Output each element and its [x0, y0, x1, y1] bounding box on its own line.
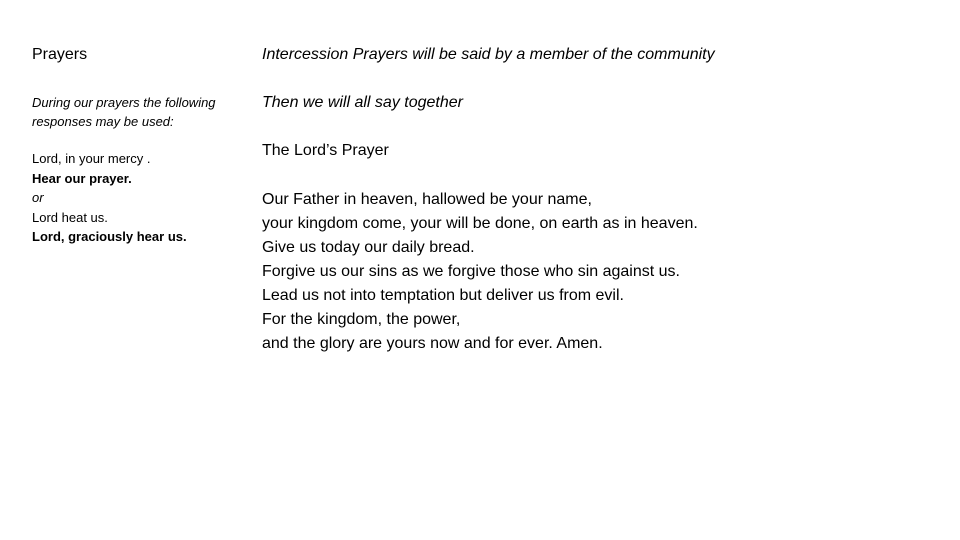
prayer-line: your kingdom come, your will be done, on earth as in heaven. — [262, 215, 698, 232]
prayer-title: The Lord’s Prayer — [262, 142, 389, 159]
prayer-line: For the kingdom, the power, — [262, 311, 461, 328]
prayers-heading: Prayers — [32, 46, 88, 63]
response-line: Lord heat us. — [32, 209, 108, 225]
prayer-line: Lead us not into temptation but deliver us from evil. — [262, 287, 624, 304]
left-column — [32, 44, 232, 247]
together-note: Then we will all say together — [262, 94, 463, 111]
prayer-line: and the glory are yours now and for ever. Amen. — [262, 335, 603, 352]
right-column — [262, 44, 942, 356]
responses-list — [32, 149, 232, 247]
response-line: Lord, graciously hear us. — [32, 229, 187, 244]
responses-intro: During our prayers the following responses may be used: — [32, 95, 216, 129]
response-line: Hear our prayer. — [32, 170, 132, 186]
prayer-line: Give us today our daily bread. — [262, 239, 475, 256]
prayer-line: Our Father in heaven, hallowed be your name, — [262, 191, 592, 208]
intercession-note: Intercession Prayers will be said by a member of the community — [262, 46, 715, 63]
response-line: or — [32, 190, 44, 205]
response-line: Lord, in your mercy . — [32, 151, 151, 166]
prayer-line: Forgive us our sins as we forgive those who sin against us. — [262, 263, 680, 280]
lords-prayer-text — [262, 188, 942, 356]
